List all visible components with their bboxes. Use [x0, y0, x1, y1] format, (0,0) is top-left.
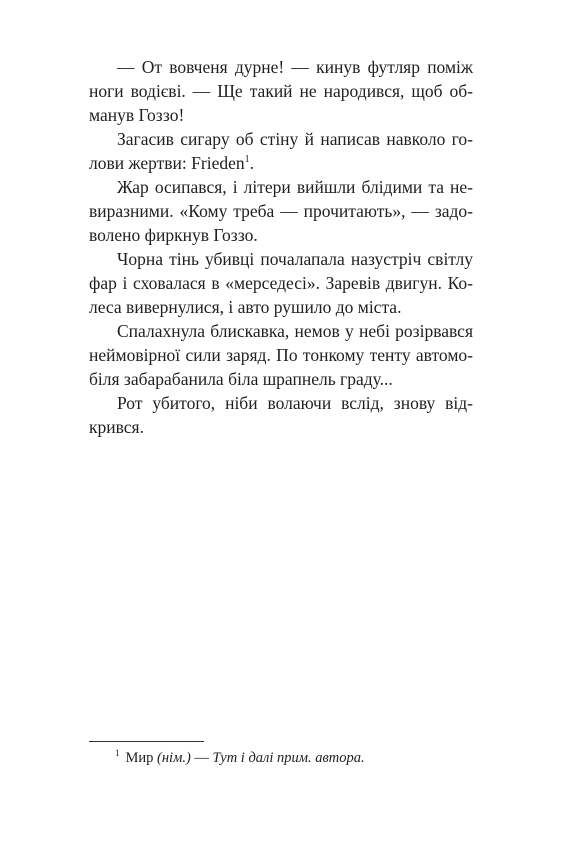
- text-line: манув Гоззо!: [89, 105, 185, 125]
- text-line: лови жертви: Frieden: [89, 153, 245, 173]
- text-line: неймовірної сили заряд. По тонкому тенту автомо-: [89, 345, 473, 365]
- text-line: крився.: [89, 417, 144, 437]
- text-line: Спалахнула блискавка, немов у небі розірвався: [117, 321, 473, 341]
- text-line: фар і сховалася в «мерседесі». Заревів двигун. Ко-: [89, 273, 473, 293]
- text-line: Загасив сигару об стіну й написав навколо го-: [117, 129, 473, 149]
- footnote-number: 1: [115, 748, 120, 759]
- footnote: [115, 748, 475, 768]
- punctuation: .: [249, 153, 254, 173]
- paragraph: [89, 319, 473, 391]
- footnote-word: Мир: [125, 750, 154, 766]
- footnote-note: Тут і далі прим. автора.: [212, 750, 365, 766]
- text-line: — От вовченя дурне! — кинув футляр поміж: [117, 57, 473, 77]
- main-text: [89, 55, 473, 439]
- text-line-with-footnote: [89, 151, 473, 175]
- text-line: біля забарабанила біла шрапнель граду...: [89, 369, 393, 389]
- text-line: Жар осипався, і літери вийшли блідими та не-: [117, 177, 473, 197]
- text-line: ноги водієві. — Ще такий не народився, щоб об-: [89, 81, 473, 101]
- footnote-ref[interactable]: 1: [244, 154, 250, 166]
- footnote-language: (нім.): [157, 750, 191, 766]
- paragraph: [89, 55, 473, 127]
- text-line: Чорна тінь убивці почалапала назустріч світлу: [117, 249, 473, 269]
- text-line: Рот убитого, ніби волаючи вслід, знову від-: [117, 393, 473, 413]
- text-line: волено фиркнув Гоззо.: [89, 225, 258, 245]
- paragraph: [89, 175, 473, 247]
- footnote-dash: —: [190, 750, 213, 766]
- paragraph: [89, 127, 473, 175]
- text-line: виразними. «Кому треба — прочитають», — задо-: [89, 201, 473, 221]
- paragraph: [89, 247, 473, 319]
- paragraph: [89, 391, 473, 439]
- footnote-divider: [89, 741, 204, 742]
- text-line: леса вивернулися, і авто рушило до міста.: [89, 297, 402, 317]
